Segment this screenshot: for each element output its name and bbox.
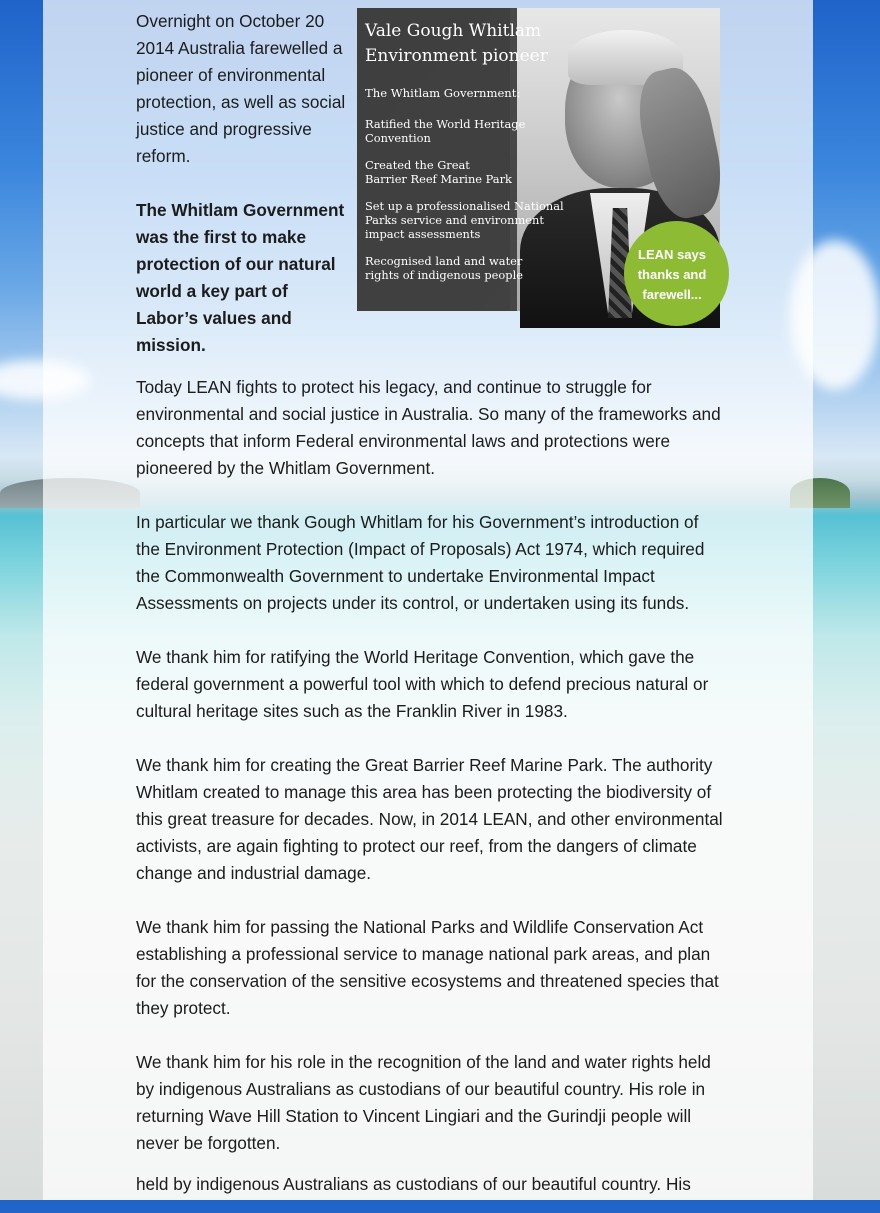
article-paragraph: In particular we thank Gough Whitlam for his Government’s introduction of the Environment Protection (Impact of Proposals) Act 1974, which required the Commonwealth Government to undertake Environmental Impact Assessments on projects under its control, or undertaken using its funds.: [136, 512, 705, 613]
article-body: [136, 374, 726, 1184]
badge-line: LEAN says: [638, 247, 706, 262]
article-paragraph: We thank him for passing the National Parks and Wildlife Conservation Act establishing a professional service to manage national park areas, and plan for the conservation of the sensitive ecosystems and threatened species that they protect.: [136, 917, 719, 1018]
intro-column: [136, 8, 354, 359]
badge-line: thanks and: [637, 267, 707, 282]
feature-list-item: Set up a professionalised National Parks service and environment impact assessments: [365, 199, 564, 241]
badge-text: [634, 245, 710, 305]
article-paragraph: We thank him for his role in the recognition of the land and water rights held by indigenous Australians as custodians of our beautiful country. His role in returning Wave Hill Station to Vincent Lingiari and the Gurindji people will never be forgotten.: [136, 1052, 711, 1153]
article-paragraph: We thank him for creating the Great Barrier Reef Marine Park. The authority Whitlam created to manage this area has been protecting the biodiversity of this great treasure for decades. Now, in 2014 LEAN, and other environmental activists, are again fighting to protect our reef, from the dangers of climate change and industrial damage.: [136, 755, 723, 883]
article-paragraph: Today LEAN fights to protect his legacy, and continue to struggle for environmental and social justice in Australia. So many of the frameworks and concepts that inform Federal environmental laws and protections were pioneered by the Whitlam Government.: [136, 377, 721, 478]
feature-list-item: Recognised land and water rights of indigenous people: [365, 254, 523, 282]
feature-list-item: Ratified the World Heritage Convention: [365, 117, 526, 145]
bold-statement: The Whitlam Government was the first to make protection of our natural world a key part of Labor’s values and mission.: [136, 200, 345, 355]
feature-subtitle: The Whitlam Government:: [365, 86, 521, 100]
feature-title-line1: Vale Gough Whitlam: [365, 21, 542, 41]
feature-list: [365, 117, 570, 295]
badge-line: farewell...: [642, 287, 702, 302]
feature-title-line2: Environment pioneer: [365, 46, 548, 66]
feature-image: [357, 8, 720, 311]
cut-off-text: held by indigenous Australians as custodians of our beautiful country. His: [136, 1174, 691, 1194]
cut-off-text-line: [136, 1174, 726, 1200]
intro-paragraph: Overnight on October 20 2014 Australia farewelled a pioneer of environmental protection, as well as social justice and progressive reform.: [136, 11, 346, 166]
article-paragraph: We thank him for ratifying the World Heritage Convention, which gave the federal government a powerful tool with which to defend precious natural or cultural heritage sites such as the Franklin River in 1983.: [136, 647, 709, 721]
feature-list-item: Created the Great Barrier Reef Marine Park: [365, 158, 512, 186]
feature-title: [365, 19, 548, 69]
lean-badge: [624, 221, 729, 326]
